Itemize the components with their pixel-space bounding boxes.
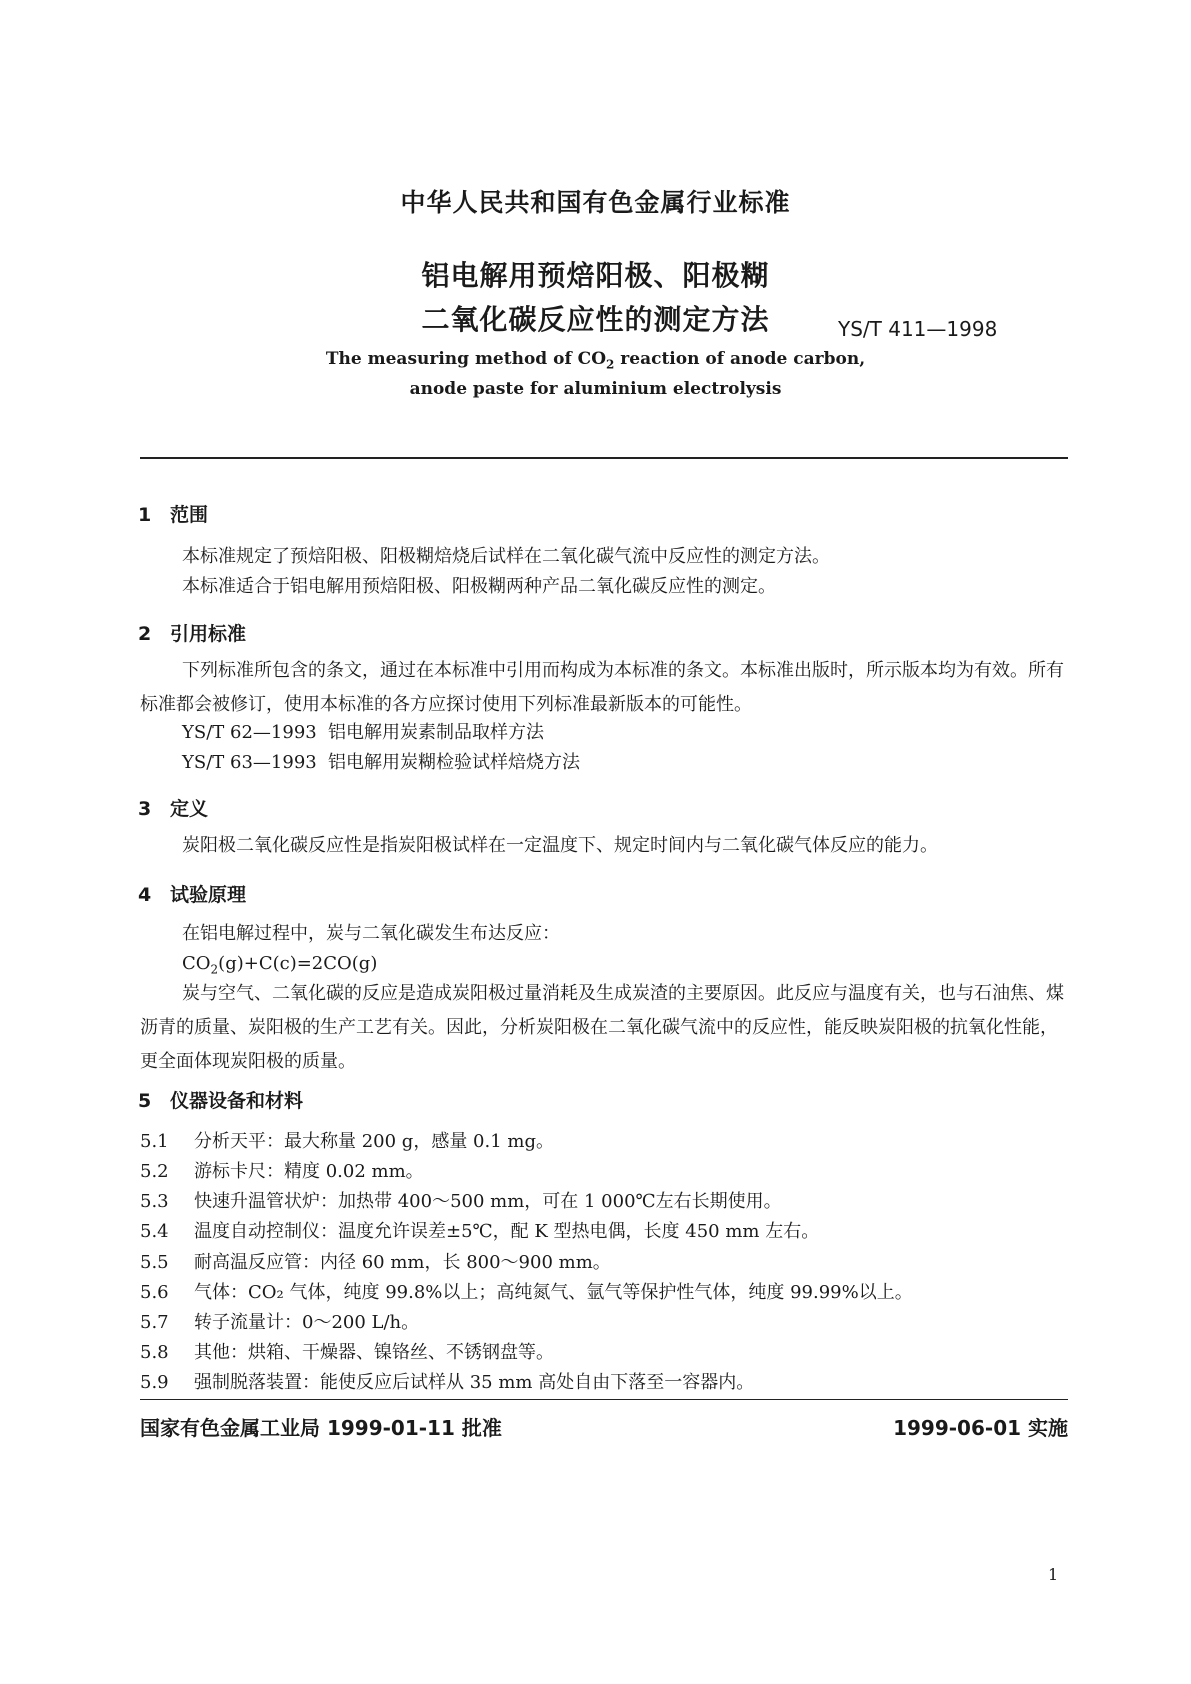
document-title-line1: 铝电解用预焙阳极、阳极糊 <box>421 259 770 292</box>
equipment-item: 5.1 分析天平：最大称量 200 g，感量 0.1 mg。 <box>140 1131 554 1152</box>
equipment-item: 5.5 耐高温反应管：内径 60 mm，长 800～900 mm。 <box>140 1252 611 1273</box>
section-3-paragraph-1: 炭阳极二氧化碳反应性是指炭阳极试样在一定温度下、规定时间内与二氧化碳气体反应的能力。 <box>182 835 938 856</box>
section-4-heading: 4 试验原理 <box>138 884 247 906</box>
section-5-heading: 5 仪器设备和材料 <box>138 1090 304 1112</box>
equipment-item: 5.4 温度自动控制仪：温度允许误差±5℃，配 K 型热电偶，长度 450 mm 左右。 <box>140 1221 820 1242</box>
document-title-line2: 二氧化碳反应性的测定方法 <box>421 303 770 336</box>
reference-standard: YS/T 62—1993 铝电解用炭素制品取样方法 <box>182 722 544 743</box>
organization-title: 中华人民共和国有色金属行业标准 <box>400 188 791 217</box>
equipment-item: 5.6 气体：CO₂ 气体，纯度 99.8%以上；高纯氮气、氩气等保护性气体，纯度 99.99%以上。 <box>140 1282 913 1303</box>
section-2-heading: 2 引用标准 <box>138 623 247 645</box>
equipment-item: 5.8 其他：烘箱、干燥器、镍铬丝、不锈钢盘等。 <box>140 1342 554 1363</box>
section-3-heading: 3 定义 <box>138 798 209 820</box>
reaction-equation: $CO_2(g)+C(c)=2CO(g)$ <box>182 953 378 977</box>
approval-note: 国家有色金属工业局 1999-01-11 批准 <box>140 1416 502 1440</box>
equipment-item: 5.9 强制脱落装置：能使反应后试样从 35 mm 高处自由下落至一容器内。 <box>140 1372 755 1393</box>
section-1-paragraph-2: 本标准适合于铝电解用预焙阳极、阳极糊两种产品二氧化碳反应性的测定。 <box>182 576 776 597</box>
section-4-paragraph-1: 在铝电解过程中，炭与二氧化碳发生布达反应： <box>182 923 560 944</box>
standard-code: YS/T 411—1998 <box>838 317 998 341</box>
section-4-paragraph-2: 炭与空气、二氧化碳的反应是造成炭阳极过量消耗及生成炭渣的主要原因。此反应与温度有关，也与石油焦、煤沥青的质量、炭阳极的生产工艺有关。因此，分析炭阳极在二氧化碳气流中的反应性，能反映炭阳极的抗氧化性能，更全面体现炭阳极的质量。 <box>140 983 1064 1072</box>
english-title-line1: The measuring method of $CO_2$ reaction of anode carbon, <box>325 349 866 372</box>
equipment-item: 5.7 转子流量计：0～200 L/h。 <box>140 1312 420 1333</box>
implementation-date: 1999-06-01 实施 <box>893 1416 1068 1440</box>
footer-divider <box>140 1399 1068 1400</box>
reference-standard: YS/T 63—1993 铝电解用炭糊检验试样焙烧方法 <box>182 752 580 773</box>
english-title-line2: anode paste for aluminium electrolysis <box>409 379 782 399</box>
equipment-item: 5.3 快速升温管状炉：加热带 400～500 mm，可在 1 000℃左右长期使用。 <box>140 1191 782 1212</box>
page-number: 1 <box>1048 1565 1059 1584</box>
section-1-paragraph-1: 本标准规定了预焙阳极、阳极糊焙烧后试样在二氧化碳气流中反应性的测定方法。 <box>182 546 830 567</box>
section-2-paragraph-1: 下列标准所包含的条文，通过在本标准中引用而构成为本标准的条文。本标准出版时，所示版本均为有效。所有标准都会被修订，使用本标准的各方应探讨使用下列标准最新版本的可能性。 <box>140 660 1064 715</box>
section-1-heading: 1 范围 <box>138 504 209 526</box>
equipment-item: 5.2 游标卡尺：精度 0.02 mm。 <box>140 1161 424 1182</box>
header-divider <box>140 457 1068 459</box>
